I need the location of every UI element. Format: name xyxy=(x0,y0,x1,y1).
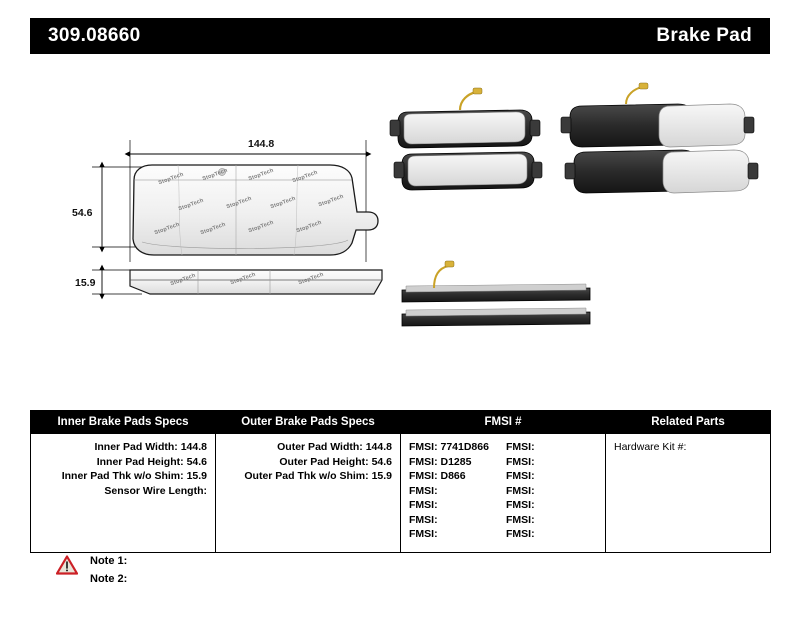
fmsi-entry: FMSI: xyxy=(506,513,535,526)
cell-related-parts xyxy=(606,434,771,553)
pad-brand-logo: StopTech xyxy=(229,271,257,287)
fmsi-entry: FMSI: xyxy=(506,484,535,497)
notes-section xyxy=(56,552,127,588)
fmsi-entry: FMSI: xyxy=(409,513,438,526)
column-header-inner-specs: Inner Brake Pads Specs xyxy=(31,411,216,434)
pad-brand-logo: StopTech xyxy=(295,219,323,235)
pad-brand-logo: StopTech xyxy=(291,169,319,185)
list-item xyxy=(39,455,207,470)
pad-brand-logo: StopTech xyxy=(225,195,253,211)
list-item xyxy=(224,469,392,484)
fmsi-entry: FMSI: xyxy=(409,528,438,540)
inner-pad-height-label: Inner Pad Height: xyxy=(96,455,184,468)
outer-pad-width-value: 144.8 xyxy=(365,441,392,453)
outer-specs-list xyxy=(224,440,392,484)
outer-pad-thickness-value: 15.9 xyxy=(371,470,392,482)
pad-brand-logo: StopTech xyxy=(157,171,185,187)
list-item xyxy=(39,469,207,484)
fmsi-entry: FMSI: 7741D866 xyxy=(409,441,489,453)
warning-icon xyxy=(56,555,78,575)
pad-brand-logo: StopTech xyxy=(247,219,275,235)
specs-table xyxy=(30,410,771,553)
dimension-height-label: 54.6 xyxy=(72,206,93,219)
header-bar xyxy=(30,18,770,54)
pad-brand-logo: StopTech xyxy=(177,197,205,213)
inner-pad-width-value: 144.8 xyxy=(180,441,207,453)
column-header-fmsi: FMSI # xyxy=(401,411,606,434)
fmsi-entry: FMSI: xyxy=(506,499,535,511)
fmsi-entry: FMSI: xyxy=(506,455,535,468)
dimension-thickness-label: 15.9 xyxy=(75,277,96,289)
fmsi-entry: FMSI: xyxy=(409,499,438,511)
inner-pad-thickness-value: 15.9 xyxy=(186,470,207,482)
fmsi-entry: FMSI: D866 xyxy=(409,470,466,482)
pad-brand-logo: StopTech xyxy=(247,167,275,183)
note-2: Note 2: xyxy=(90,573,128,585)
product-type-title: Brake Pad xyxy=(656,25,752,46)
fmsi-entry: FMSI: xyxy=(506,528,535,540)
related-parts-list xyxy=(614,440,762,455)
cell-fmsi xyxy=(401,434,606,553)
outer-pad-thickness-label: Outer Pad Thk w/o Shim: xyxy=(244,470,369,482)
pad-brand-logo: StopTech xyxy=(169,272,197,288)
pad-brand-logo: StopTech xyxy=(199,221,227,237)
pad-brand-logo: StopTech xyxy=(297,271,325,287)
fmsi-entry: FMSI: xyxy=(506,470,535,482)
fmsi-grid xyxy=(409,440,597,542)
fmsi-entry: FMSI: xyxy=(409,484,438,497)
list-item xyxy=(224,440,392,455)
outer-pad-height-value: 54.6 xyxy=(371,455,392,468)
inner-pad-thickness-label: Inner Pad Thk w/o Shim: xyxy=(61,470,184,482)
column-header-related-parts: Related Parts xyxy=(606,411,771,434)
notes-lines xyxy=(90,552,127,588)
inner-pad-height-value: 54.6 xyxy=(186,455,207,468)
cell-inner-specs xyxy=(31,434,216,553)
pad-brand-logo: StopTech xyxy=(201,167,229,183)
hardware-kit-label: Hardware Kit #: xyxy=(614,441,687,453)
pad-brand-logo: StopTech xyxy=(269,195,297,211)
list-item xyxy=(224,455,392,470)
sensor-wire-length-label: Sensor Wire Length: xyxy=(104,484,207,497)
list-item xyxy=(39,440,207,455)
outer-pad-height-label: Outer Pad Height: xyxy=(279,455,369,468)
dimension-width-label: 144.8 xyxy=(248,138,275,150)
pad-brand-logo: StopTech xyxy=(317,193,345,209)
fmsi-entry: FMSI: D1285 xyxy=(409,455,472,468)
fmsi-entry: FMSI: xyxy=(506,441,535,453)
note-1: Note 1: xyxy=(90,555,128,567)
column-header-outer-specs: Outer Brake Pads Specs xyxy=(216,411,401,434)
part-number: 309.08660 xyxy=(48,25,141,46)
pad-brand-logo: StopTech xyxy=(153,221,181,237)
cell-outer-specs xyxy=(216,434,401,553)
inner-pad-width-label: Inner Pad Width: xyxy=(94,441,178,453)
table-body-row xyxy=(31,434,771,553)
table-header-row xyxy=(31,411,771,434)
technical-drawing xyxy=(30,62,770,392)
drawing-area xyxy=(30,62,770,392)
outer-pad-width-label: Outer Pad Width: xyxy=(277,441,363,453)
list-item xyxy=(39,484,207,499)
inner-specs-list xyxy=(39,440,207,498)
